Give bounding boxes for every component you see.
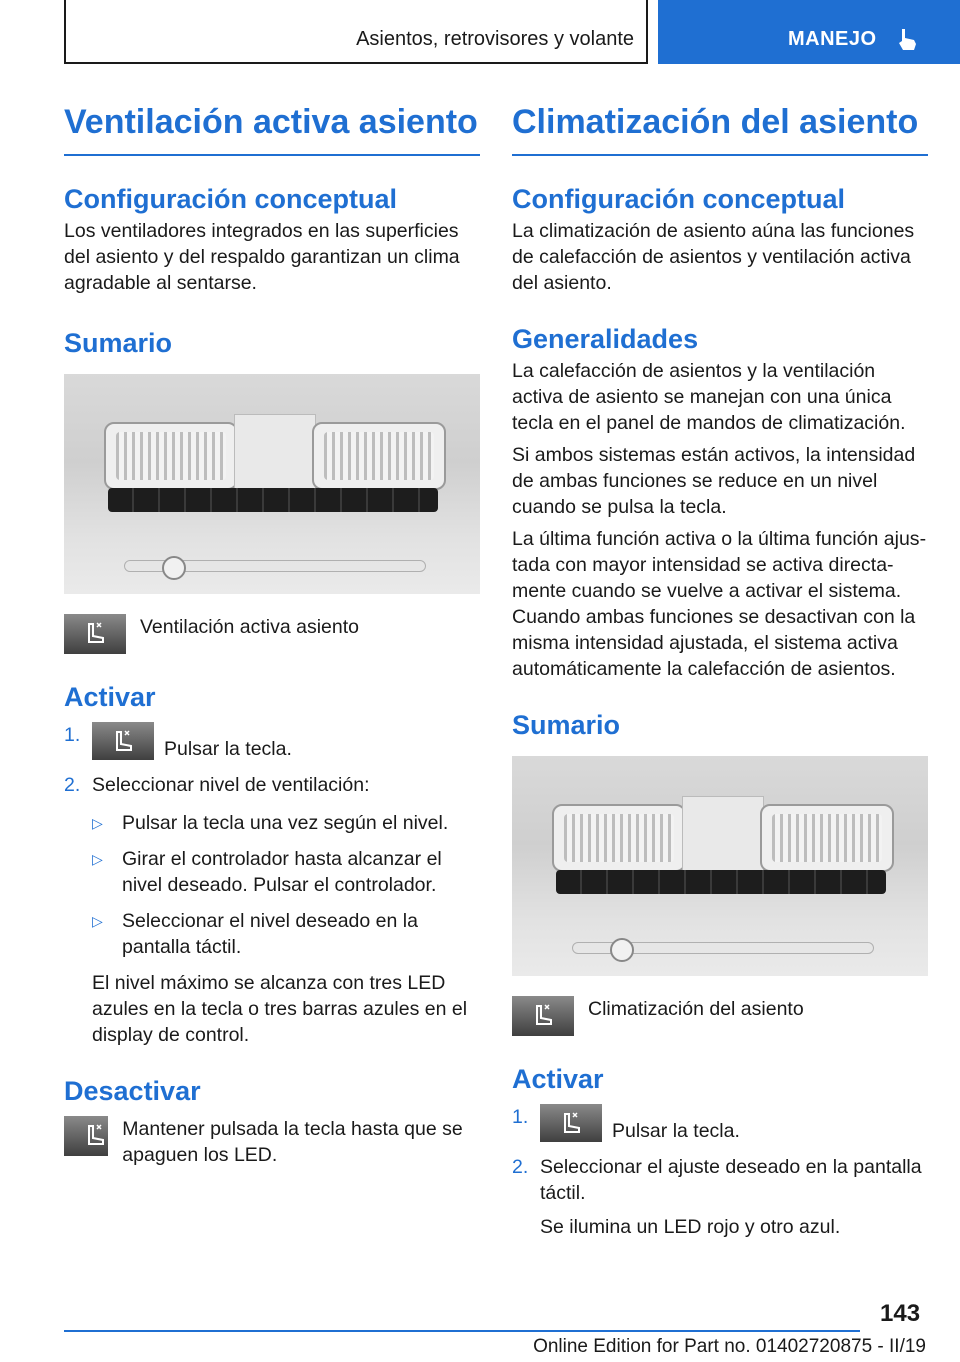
- step-number: 2.: [512, 1156, 529, 1178]
- right-activar-steps: [512, 1104, 928, 1240]
- right-step-1: [512, 1104, 928, 1144]
- bullet-item: ▷ Seleccionar el nivel deseado en la pantalla táctil.: [92, 908, 480, 960]
- left-desactivar-heading: Desactivar: [64, 1076, 201, 1106]
- page-number: 143: [880, 1300, 921, 1327]
- step-text: Pulsar la tecla.: [612, 1120, 740, 1142]
- left-concept-text: Los ventiladores integrados en las superficies del asiento y del respaldo garantizan un clima agradable al sentarse.: [64, 220, 460, 294]
- right-activar-heading: Activar: [512, 1064, 604, 1094]
- bullet-text: Girar el controlador hasta alcanzar el nivel deseado. Pulsar el controlador.: [122, 848, 442, 896]
- footer-rule: [64, 1330, 860, 1332]
- bullet-item: ▷ Pulsar la tecla una vez según el nivel.: [92, 812, 449, 834]
- left-desactivar-row: [64, 1116, 480, 1168]
- right-step2-note: Se ilumina un LED rojo y otro azul.: [540, 1216, 841, 1238]
- step-number: 1.: [512, 1106, 529, 1128]
- right-general-heading: Generalidades: [512, 324, 699, 354]
- bullet-text: Pulsar la tecla una vez según el nivel.: [122, 812, 449, 834]
- right-icon-caption-row: [512, 996, 928, 1036]
- left-step-2: [64, 772, 480, 798]
- left-sumario-heading: Sumario: [64, 328, 173, 358]
- right-sumario-heading: Sumario: [512, 710, 621, 740]
- right-vent: [312, 422, 446, 490]
- step-text: Seleccionar nivel de ventilación:: [92, 774, 370, 796]
- seat-climate-button-icon: [540, 1104, 602, 1142]
- steering-hand-icon: [894, 26, 920, 52]
- right-dashboard-photo: [512, 756, 928, 976]
- seat-ventilation-button-icon: [92, 722, 154, 760]
- right-concept-heading: Configuración conceptual: [512, 184, 846, 214]
- left-vent: [104, 422, 238, 490]
- left-icon-caption-row: [64, 614, 480, 654]
- right-title-rule: [512, 154, 928, 156]
- header-tab-manejo[interactable]: [658, 0, 960, 64]
- left-title: Ventilación activa asiento: [64, 103, 478, 141]
- left-activar-steps: [64, 722, 480, 1048]
- left-activar-heading: Activar: [64, 682, 156, 712]
- bullet-item: ▷ Girar el controlador hasta alcanzar el nivel deseado. Pulsar el controlador.: [92, 846, 480, 898]
- seat-ventilation-button-icon: [64, 614, 126, 654]
- bullet-text: Seleccionar el nivel deseado en la pantalla táctil.: [122, 910, 418, 958]
- right-icon-caption: Climatización del asiento: [588, 998, 804, 1020]
- right-general-p1: La calefacción de asientos y la ventilación activa de asiento se manejan con una única tecla en el panel de mandos de climatización.: [512, 360, 906, 434]
- left-step-1: [64, 722, 480, 762]
- center-panel: [682, 796, 764, 878]
- climate-control-strip: [108, 488, 438, 512]
- right-title: Climatización del asiento: [512, 103, 919, 141]
- right-vent: [760, 804, 894, 872]
- seat-climate-button-icon: [512, 996, 574, 1036]
- right-general-p3: La última función activa o la última función ajustada con mayor intensidad se activa directamente cuando se vuelve a activar el sistema. Cuando ambas funciones se desactivan con la misma intensidad ajustada, el sistema activa automáticamente la calefacción de asientos.: [512, 528, 927, 680]
- header-tab-label: MANEJO: [788, 28, 877, 50]
- control-knob: [610, 938, 634, 962]
- step-number: 1.: [64, 724, 81, 746]
- right-column: [512, 100, 928, 1240]
- header-section-title: Asientos, retrovisores y volante: [356, 28, 634, 50]
- footer-edition: Online Edition for Part no. 01402720875 - II/19: [533, 1336, 926, 1357]
- right-concept-text: La climatización de asiento aúna las funciones de calefacción de asientos y ventilación activa del asiento.: [512, 220, 915, 294]
- seat-ventilation-button-icon: [64, 1116, 108, 1156]
- left-bullet-list: [92, 810, 480, 960]
- left-dashboard-photo: [64, 374, 480, 594]
- left-vent: [552, 804, 686, 872]
- left-level-note: El nivel máximo se alcanza con tres LED azules en la tecla o tres barras azules en el display de control.: [92, 972, 468, 1046]
- step-text: Pulsar la tecla.: [164, 738, 292, 760]
- left-desactivar-text: Mantener pulsada la tecla hasta que se apaguen los LED.: [122, 1118, 463, 1166]
- center-panel: [234, 414, 316, 496]
- step-number: 2.: [64, 774, 81, 796]
- control-knob: [162, 556, 186, 580]
- left-concept-heading: Configuración conceptual: [64, 184, 398, 214]
- left-icon-caption: Ventilación activa asiento: [140, 616, 359, 638]
- right-step-2: [512, 1154, 928, 1206]
- right-general-p2: Si ambos sistemas están activos, la intensidad de ambas funciones se reduce en un nivel cuando se pulsa la tecla.: [512, 444, 916, 518]
- left-title-rule: [64, 154, 480, 156]
- step-text: Seleccionar el ajuste deseado en la pantalla táctil.: [540, 1156, 922, 1204]
- climate-control-strip: [556, 870, 886, 894]
- header-section-box: [64, 0, 648, 64]
- left-column: [64, 100, 480, 1168]
